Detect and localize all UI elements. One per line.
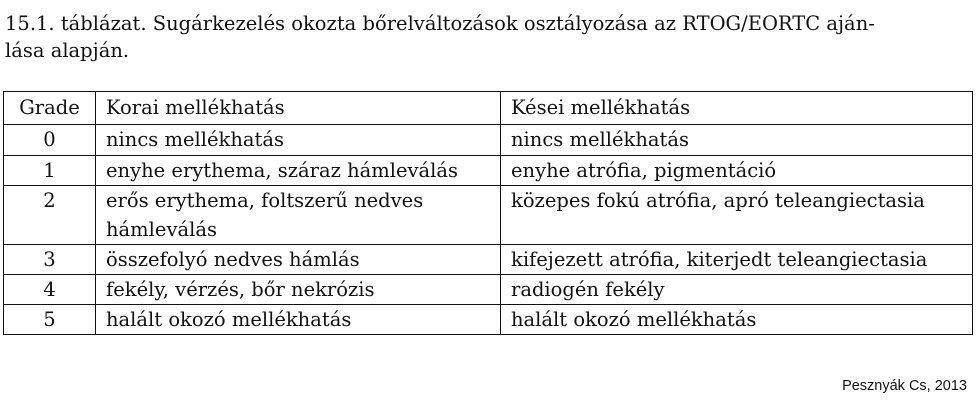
- grade-cell: 0: [4, 125, 96, 156]
- grade-cell: 4: [4, 275, 96, 305]
- early-effect-cell: halált okozó mellékhatás: [96, 305, 501, 335]
- header-early: Korai mellékhatás: [96, 92, 501, 125]
- late-effect-cell: kifejezett atrófia, kiterjedt teleangiectasia: [501, 245, 973, 275]
- header-late: Kései mellékhatás: [501, 92, 973, 125]
- table-header-row: [4, 92, 973, 125]
- caption-line-2: lása alapján.: [5, 39, 130, 62]
- table-row: [4, 305, 973, 335]
- late-effect-cell: nincs mellékhatás: [501, 125, 973, 156]
- early-effect-cell: fekély, vérzés, bőr nekrózis: [96, 275, 501, 305]
- header-grade: Grade: [4, 92, 96, 125]
- late-effect-cell: közepes fokú atrófia, apró teleangiectasia: [501, 186, 973, 245]
- late-effect-cell: halált okozó mellékhatás: [501, 305, 973, 335]
- source-credit: Pesznyák Cs, 2013: [842, 378, 967, 394]
- table-row: [4, 275, 973, 305]
- grade-cell: 3: [4, 245, 96, 275]
- table-row: [4, 186, 973, 245]
- table-caption: [5, 10, 965, 64]
- early-effect-cell: összefolyó nedves hámlás: [96, 245, 501, 275]
- early-effect-line-1: erős erythema, foltszerű nedves: [106, 189, 424, 212]
- table-row: [4, 156, 973, 186]
- table-row: [4, 125, 973, 156]
- grade-table: [3, 91, 973, 335]
- grade-cell: 1: [4, 156, 96, 186]
- late-effect-cell: radiogén fekély: [501, 275, 973, 305]
- early-effect-cell: nincs mellékhatás: [96, 125, 501, 156]
- table-row: [4, 245, 973, 275]
- late-effect-cell: enyhe atrófia, pigmentáció: [501, 156, 973, 186]
- grade-cell: 2: [4, 186, 96, 245]
- grade-cell: 5: [4, 305, 96, 335]
- early-effect-cell: enyhe erythema, száraz hámleválás: [96, 156, 501, 186]
- caption-line-1: 15.1. táblázat. Sugárkezelés okozta bőrelváltozások osztályozása az RTOG/EORTC aján-: [5, 12, 875, 35]
- early-effect-line-2: hámleválás: [106, 218, 217, 241]
- early-effect-cell: [96, 186, 501, 245]
